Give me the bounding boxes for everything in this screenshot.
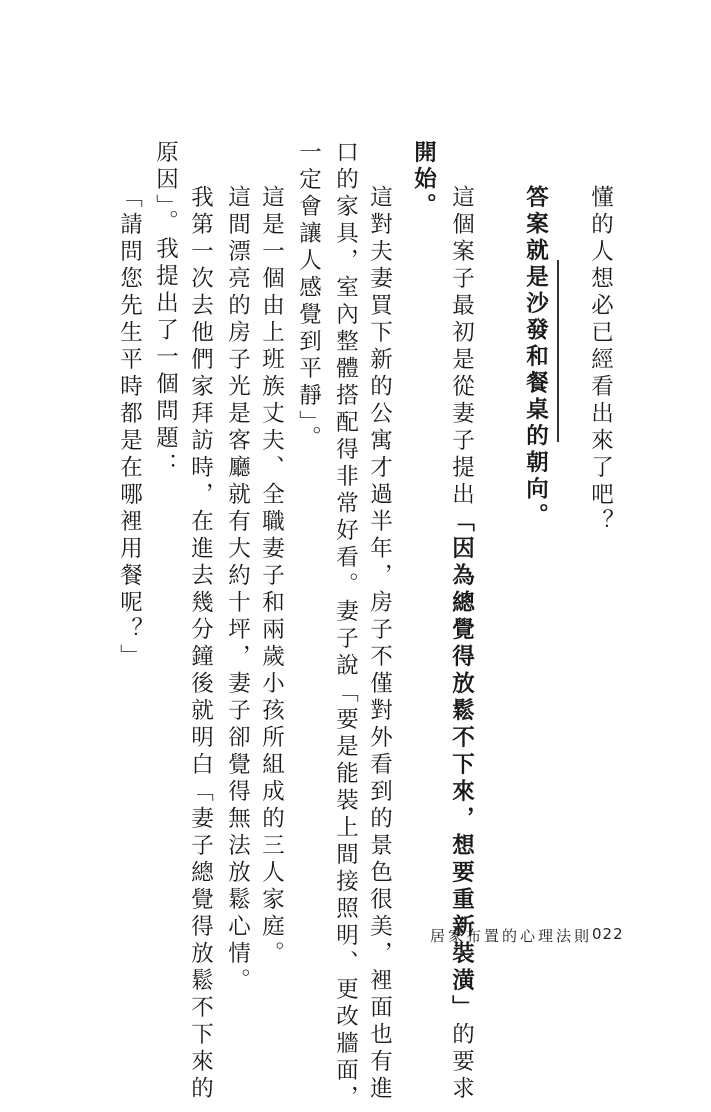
column-divider — [557, 260, 559, 442]
text-column-1: 懂的人想必已經看出來了吧？ — [587, 185, 614, 536]
wife-request-emphasis: 「因為總覺得放鬆不下來，想要重新裝潢」 — [448, 509, 475, 1022]
text-column-3 — [450, 185, 473, 1103]
text-column-6: 口的家具，室內整體搭配得非常好看。妻子說「要是能裝上間接照明、更改牆面， — [332, 140, 359, 1112]
text-column-3-tail: 的要求 — [448, 1022, 475, 1103]
text-column-11: 原因」。我提出了一個問題： — [152, 140, 179, 480]
text-column-3-lead: 這個案子最初是從妻子提出 — [448, 185, 475, 509]
dialogue-question: 「請問您先生平時都是在哪裡用餐呢？」 — [116, 185, 143, 671]
text-column-9: 這間漂亮的房子光是客廳就有大約十坪，妻子卻覺得無法放鬆心情。 — [224, 185, 251, 995]
text-column-10: 我第一次去他們家拜訪時，在進去幾分鐘後就明白「妻子總覺得放鬆不下來的 — [187, 185, 214, 1103]
book-title: 居家布置的心理法則 — [430, 927, 593, 945]
text-column-8: 這是一個由上班族丈夫、全職妻子和兩歲小孩所組成的三人家庭。 — [258, 185, 285, 968]
text-column-5: 這對夫妻買下新的公寓才過半年，房子不僅對外看到的景色很美，裡面也有進 — [366, 185, 393, 1103]
text-column-7: 一定會讓人感覺到平靜」。 — [295, 140, 322, 453]
text-column-4: 開始。 — [410, 140, 437, 220]
page-number: 022 — [592, 925, 624, 943]
highlight-answer: 答案就是沙發和餐桌的朝向。 — [522, 185, 549, 530]
